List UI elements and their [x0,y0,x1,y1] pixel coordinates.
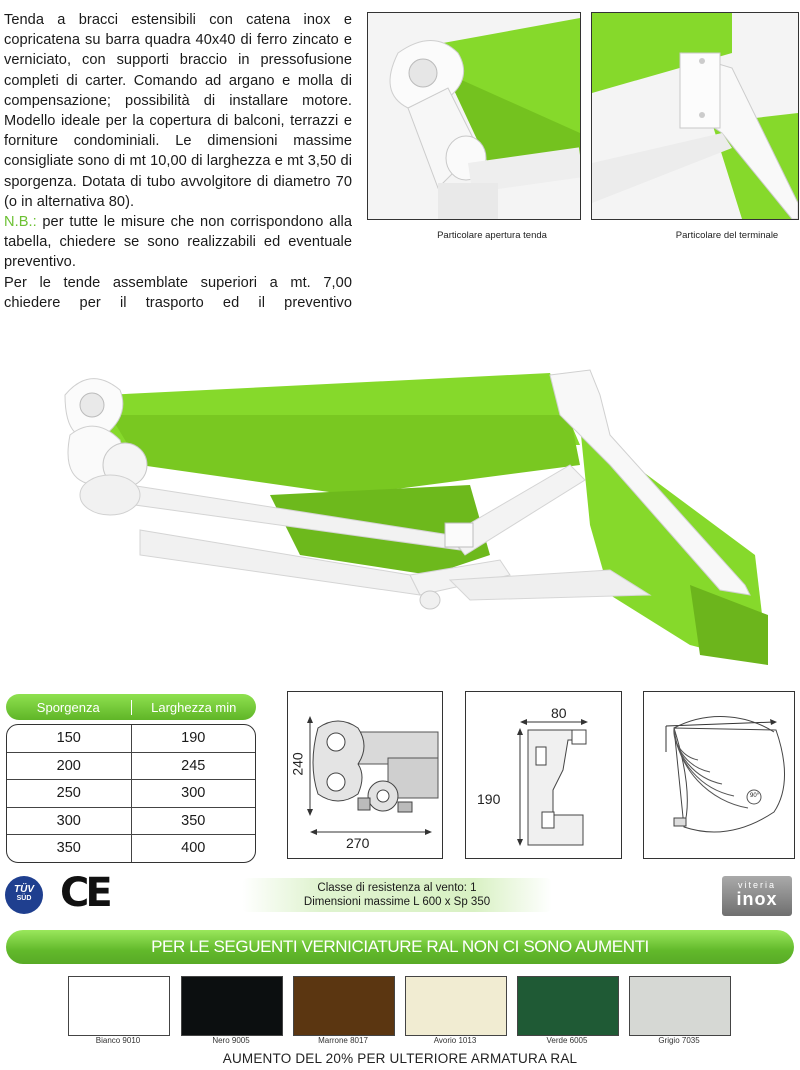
cell-sporgenza: 300 [7,808,132,835]
inox-badge [722,876,792,916]
diagram-support [465,691,622,859]
swatch-nero [181,976,283,1036]
tuv-logo [5,876,43,914]
swatch-label-bianco: Bianco 9010 [95,1036,141,1045]
inox-badge-top: viteria [737,880,776,890]
wind-class: Classe di resistenza al vento: 1 [317,882,477,894]
caption-terminal-detail: Particolare del terminale [675,230,779,241]
size-table [6,694,256,863]
awning-main-image [50,355,770,675]
table-row [7,834,255,862]
cell-sporgenza: 200 [7,753,132,780]
swatch-label-verde: Verde 6005 [546,1036,588,1045]
cell-larghezza: 400 [181,840,206,857]
swatch-bianco [68,976,170,1036]
diagram-bracket [287,691,443,859]
tuv-logo-text: TÜV [14,884,34,895]
dim-bracket-width: 270 [346,835,370,851]
header-larghezza-min: Larghezza min [151,699,237,715]
wind-resistance-box [242,878,552,912]
table-row [7,725,255,752]
header-sporgenza: Sporgenza [6,700,132,715]
cell-larghezza: 350 [181,812,206,829]
product-description [4,10,352,313]
swatch-avorio [405,976,507,1036]
description-main: Tenda a bracci estensibili con catena inox e copricatena su barra quadra 40x40 di ferro zincato e verniciato, con supporti braccio in pressofusione completi di carter. Comando ad argano e molla di compensazione; possibilità di installare motore. Modello ideale per la copertura di balconi, terrazzi e forniture condominiali. Le dimensioni massime consigliate sono di mt 10,00 di larghezza e mt 3,50 di sporgenza. Dotata di tubo avvolgitore di diametro 70 (o in alternativa 80). [4,12,352,210]
ce-mark: CE [60,870,109,916]
cell-sporgenza: 150 [7,725,132,752]
transport-note: Per le tende assemblate superiori a mt. 7,00 chiedere per il trasporto ed il preventivo [4,274,352,311]
swatch-grigio [629,976,731,1036]
dim-support-width: 80 [551,705,567,721]
cell-sporgenza: 350 [7,835,132,862]
nb-label: N.B.: [4,214,37,231]
table-row [7,807,255,835]
ral-banner: PER LE SEGUENTI VERNICIATURE RAL NON CI SONO AUMENTI [6,930,794,964]
table-row [7,752,255,780]
footer-note: AUMENTO DEL 20% PER ULTERIORE ARMATURA RAL [222,1051,578,1066]
photo-opening-detail [367,12,581,220]
swatch-label-nero: Nero 9005 [212,1036,250,1045]
cell-larghezza: 300 [181,785,206,802]
photo-terminal-detail [591,12,799,220]
swatch-label-marrone: Marrone 8017 [318,1036,368,1045]
table-row [7,779,255,807]
swatch-label-grigio: Grigio 7035 [658,1036,700,1045]
caption-opening-detail: Particolare apertura tenda [437,230,547,241]
size-table-header [6,694,256,720]
swatch-marrone [293,976,395,1036]
swatch-verde [517,976,619,1036]
cell-larghezza: 245 [181,757,206,774]
max-dimensions: Dimensioni massime L 600 x Sp 350 [303,896,491,908]
dim-bracket-height: 240 [289,752,306,776]
dim-support-height: 190 [477,791,501,807]
nb-text: per tutte le misure che non corrispondono alla tabella, chiedere se sono realizzabili ed eventuale preventivo. [4,214,352,271]
swatch-label-avorio: Avorio 1013 [433,1036,477,1045]
diagram-opening-angle [643,691,795,859]
tuv-logo-subtext: SÜD [16,895,32,902]
angle-label: 90° [750,793,760,799]
cell-sporgenza: 250 [7,780,132,807]
cell-larghezza: 190 [181,730,206,746]
inox-badge-main: inox [736,889,778,909]
nb-note [4,212,352,273]
size-table-body [6,724,256,863]
